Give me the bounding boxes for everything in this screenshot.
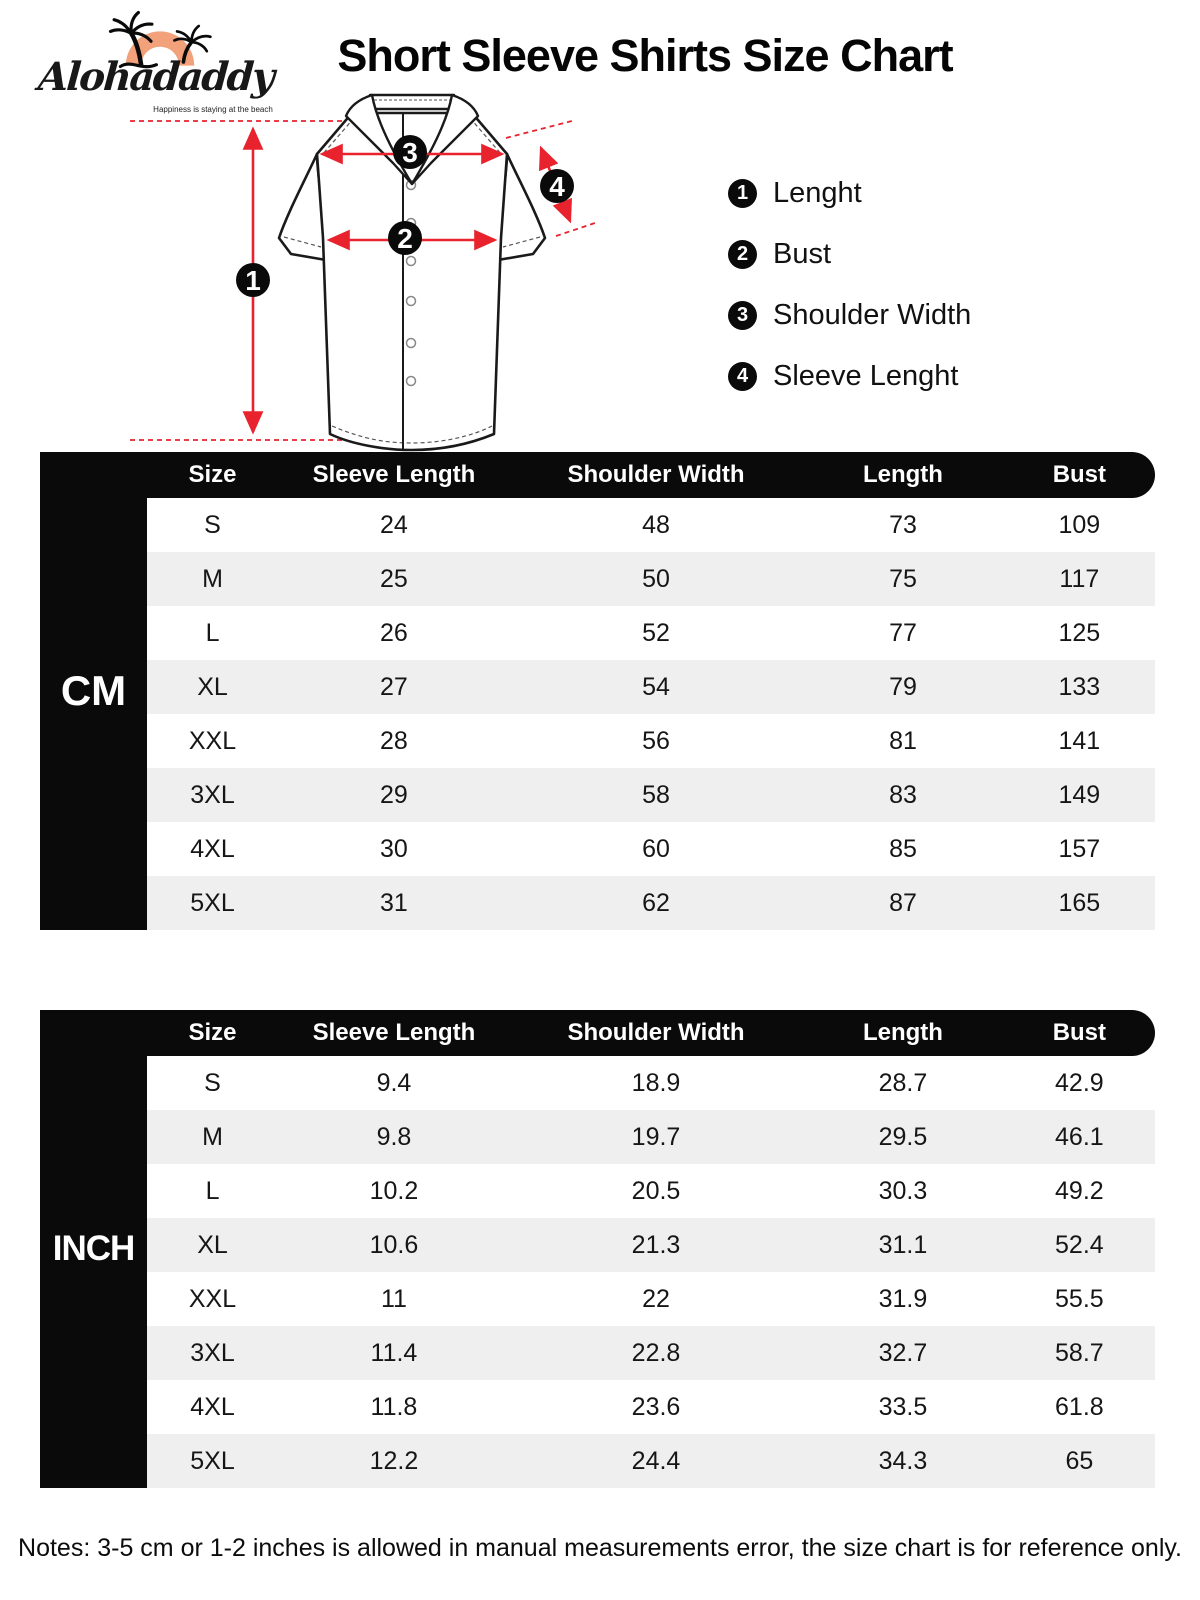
column-header: Shoulder Width	[567, 1019, 745, 1046]
table-cell: 5XL	[190, 1446, 235, 1475]
table-row	[147, 1326, 1155, 1380]
table-cell: 55.5	[1055, 1284, 1104, 1313]
table-row	[147, 822, 1155, 876]
legend-item	[728, 239, 971, 269]
table-cell: 30	[380, 834, 408, 863]
legend-item	[728, 178, 971, 208]
table-cell: 30.3	[878, 1176, 928, 1205]
table-row	[147, 768, 1155, 822]
table-row	[147, 1434, 1155, 1488]
table-cell: 24	[380, 510, 408, 539]
table-row	[147, 876, 1155, 930]
measurement-note: Notes: 3-5 cm or 1-2 inches is allowed in manual measurements error, the size chart is for reference only.	[18, 1534, 1182, 1562]
table-cell: 87	[889, 888, 917, 917]
table-cell: M	[202, 1122, 223, 1151]
table-row	[147, 714, 1155, 768]
table-cell: 5XL	[190, 888, 235, 917]
table-row	[147, 660, 1155, 714]
table-cell: S	[204, 1068, 221, 1097]
table-cell: 3XL	[190, 1338, 235, 1367]
brand-tagline: Happiness is staying at the beach	[153, 105, 273, 114]
table-cell: 19.7	[631, 1122, 681, 1151]
table-cell: 25	[380, 564, 408, 593]
table-row	[147, 1380, 1155, 1434]
legend-number-badge: 3	[728, 301, 757, 330]
table-cell: 21.3	[631, 1230, 681, 1259]
table-cell: 165	[1058, 888, 1101, 917]
table-cell: 60	[642, 834, 670, 863]
table-cell: XXL	[188, 1284, 237, 1313]
legend-label: Sleeve Lenght	[773, 359, 959, 392]
table-cell: L	[205, 1176, 220, 1205]
unit-label-inch: INCH	[40, 1010, 147, 1488]
table-cell: 11.8	[370, 1392, 418, 1421]
table-cell: 56	[642, 726, 670, 755]
table-cell: XL	[197, 1230, 228, 1259]
table-row	[147, 1164, 1155, 1218]
table-cell: 62	[642, 888, 670, 917]
column-header: Sleeve Length	[312, 1019, 476, 1046]
table-cell: 79	[889, 672, 917, 701]
table-cell: 28.7	[878, 1068, 928, 1097]
inch-table-body	[147, 1056, 1155, 1488]
table-cell: 34.3	[878, 1446, 928, 1475]
table-cell: 22	[642, 1284, 670, 1313]
table-cell: 58.7	[1055, 1338, 1104, 1367]
unit-label-cm: CM	[40, 452, 147, 930]
table-cell: 65	[1065, 1446, 1094, 1475]
column-header: Length	[862, 1019, 943, 1046]
table-row	[147, 606, 1155, 660]
table-cell: 61.8	[1055, 1392, 1104, 1421]
legend-label: Bust	[773, 237, 832, 270]
measurement-legend	[728, 178, 971, 391]
table-cell: 4XL	[190, 834, 235, 863]
diagram-marker-1: 1	[245, 265, 261, 296]
table-cell: L	[205, 618, 220, 647]
table-cell: 54	[642, 672, 670, 701]
brand-name: Alohadaddy	[36, 54, 275, 100]
legend-item	[728, 300, 971, 330]
table-row	[147, 1218, 1155, 1272]
cm-size-table	[40, 452, 1155, 930]
table-cell: 85	[889, 834, 917, 863]
table-row	[147, 552, 1155, 606]
legend-label: Shoulder Width	[773, 298, 972, 331]
table-cell: 18.9	[631, 1068, 681, 1097]
inch-size-table	[40, 1010, 1155, 1488]
column-header: Length	[862, 461, 943, 488]
table-cell: 81	[889, 726, 917, 755]
column-header: Bust	[1052, 1019, 1107, 1046]
table-cell: 42.9	[1055, 1068, 1104, 1097]
table-cell: 11	[380, 1284, 407, 1313]
column-header: Sleeve Length	[312, 461, 476, 488]
table-cell: 52	[642, 618, 670, 647]
table-cell: 9.4	[376, 1068, 412, 1097]
table-cell: 73	[889, 510, 917, 539]
diagram-marker-3: 3	[402, 137, 418, 168]
legend-item	[728, 361, 971, 391]
page-title: Short Sleeve Shirts Size Chart	[337, 30, 953, 81]
column-header: Bust	[1052, 461, 1107, 488]
legend-label: Lenght	[773, 176, 862, 209]
table-cell: 117	[1059, 564, 1100, 593]
table-cell: 31.9	[878, 1284, 928, 1313]
table-cell: 29	[380, 780, 408, 809]
table-cell: 48	[642, 510, 670, 539]
column-header: Shoulder Width	[567, 461, 745, 488]
table-cell: 23.6	[631, 1392, 681, 1421]
table-cell: 10.2	[369, 1176, 419, 1205]
table-cell: 32.7	[878, 1338, 928, 1367]
table-row	[147, 1110, 1155, 1164]
table-cell: XXL	[188, 726, 237, 755]
column-header: Size	[188, 1019, 237, 1046]
table-cell: 26	[380, 618, 408, 647]
diagram-marker-2: 2	[397, 223, 413, 254]
table-cell: 77	[889, 618, 917, 647]
table-cell: S	[204, 510, 221, 539]
table-cell: 49.2	[1055, 1176, 1104, 1205]
cm-table-body	[147, 498, 1155, 930]
table-cell: 31	[380, 888, 408, 917]
table-cell: 141	[1058, 726, 1101, 755]
legend-number-badge: 2	[728, 240, 757, 269]
table-row	[147, 1056, 1155, 1110]
table-cell: 50	[642, 564, 670, 593]
inch-table-header	[40, 1010, 1155, 1056]
table-cell: 75	[889, 564, 917, 593]
shirt-diagram	[120, 88, 600, 460]
table-cell: 83	[889, 780, 917, 809]
table-cell: 28	[380, 726, 408, 755]
table-cell: 31.1	[878, 1230, 928, 1259]
cm-table-header	[40, 452, 1155, 498]
table-cell: 9.8	[376, 1122, 412, 1151]
column-header: Size	[188, 461, 237, 488]
table-cell: XL	[197, 672, 228, 701]
table-cell: M	[202, 564, 223, 593]
table-row	[147, 1272, 1155, 1326]
table-cell: 24.4	[631, 1446, 681, 1475]
table-cell: 46.1	[1055, 1122, 1104, 1151]
legend-number-badge: 4	[728, 362, 757, 391]
table-cell: 4XL	[190, 1392, 235, 1421]
table-cell: 11.4	[370, 1338, 418, 1367]
table-cell: 133	[1058, 672, 1101, 701]
table-cell: 109	[1058, 510, 1101, 539]
legend-number-badge: 1	[728, 179, 757, 208]
table-cell: 20.5	[631, 1176, 681, 1205]
table-cell: 3XL	[190, 780, 235, 809]
table-cell: 27	[380, 672, 408, 701]
table-cell: 125	[1058, 618, 1101, 647]
table-cell: 58	[642, 780, 670, 809]
table-cell: 22.8	[631, 1338, 681, 1367]
table-row	[147, 498, 1155, 552]
diagram-marker-4: 4	[549, 171, 565, 202]
table-cell: 149	[1058, 780, 1101, 809]
table-cell: 12.2	[369, 1446, 419, 1475]
table-cell: 29.5	[878, 1122, 928, 1151]
table-cell: 52.4	[1055, 1230, 1104, 1259]
table-cell: 10.6	[369, 1230, 419, 1259]
table-cell: 33.5	[878, 1392, 928, 1421]
table-cell: 157	[1058, 834, 1101, 863]
